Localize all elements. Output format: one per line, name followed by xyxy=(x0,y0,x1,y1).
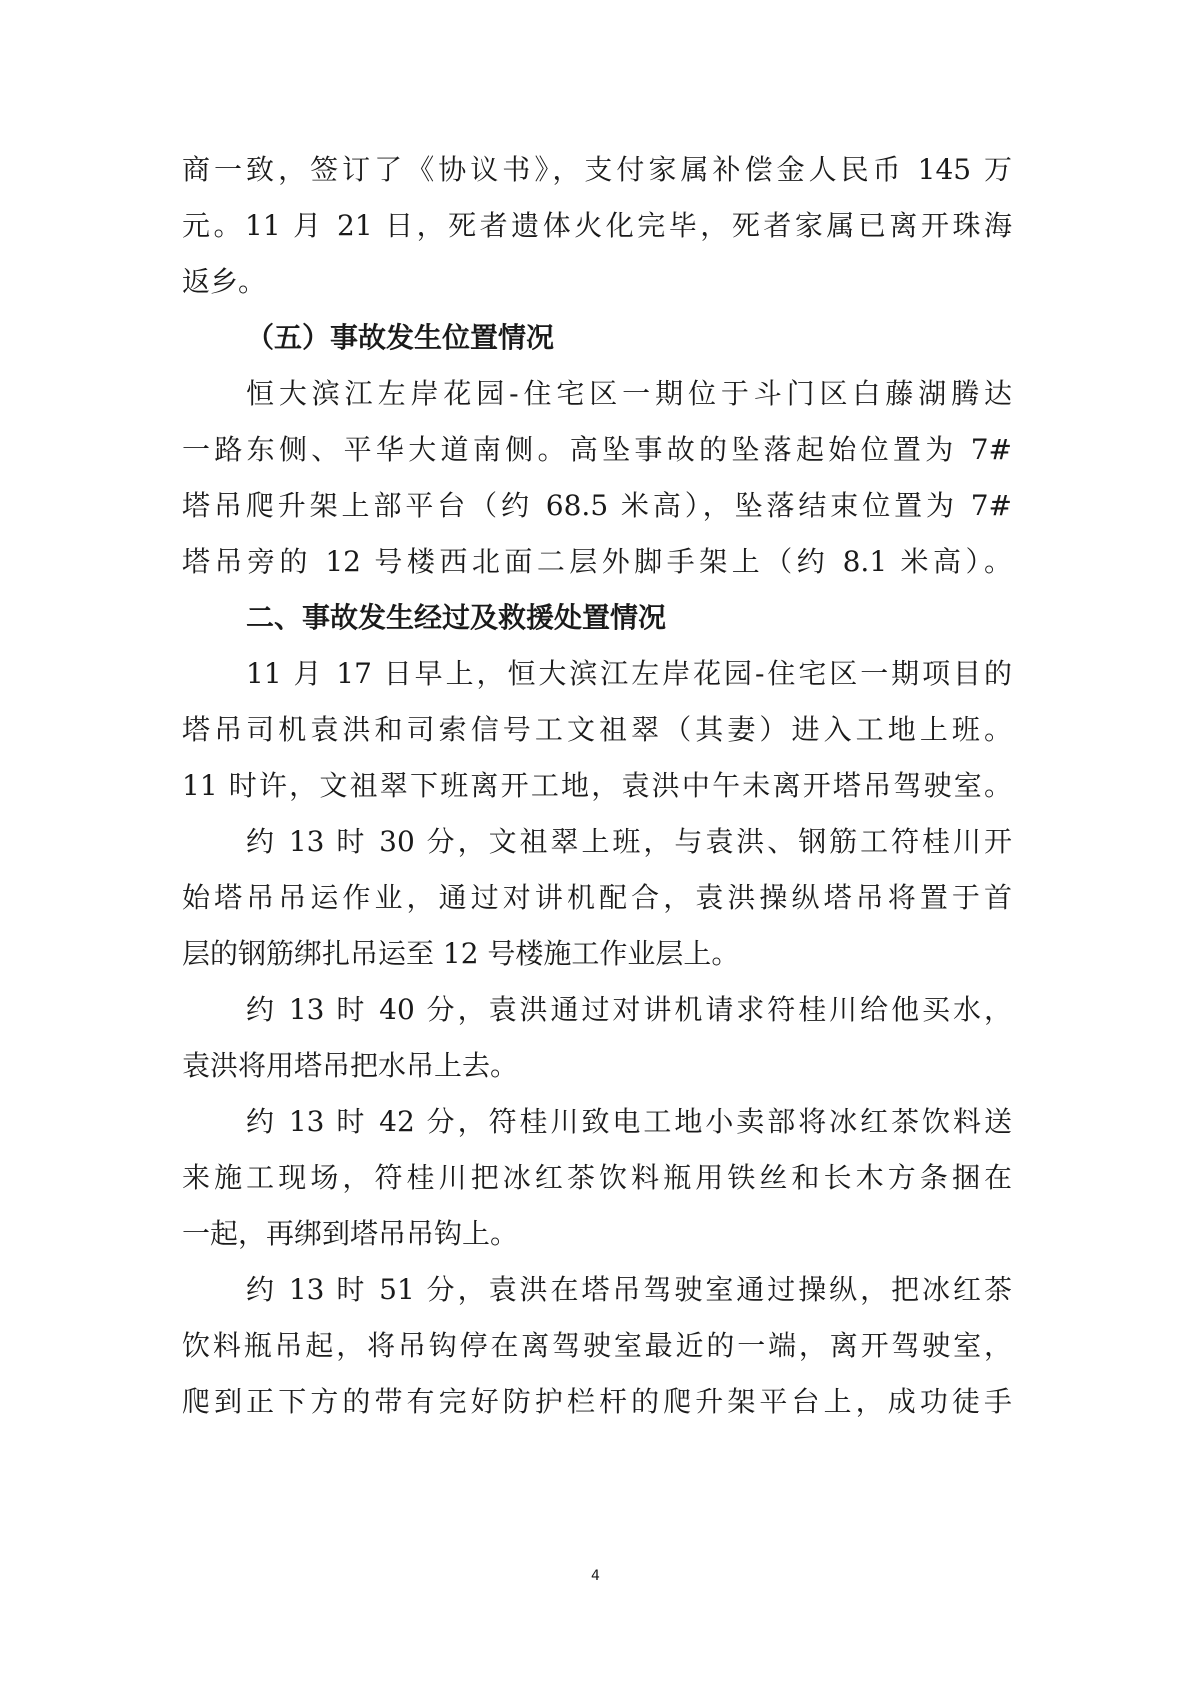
body-line: 饮料瓶吊起，将吊钩停在离驾驶室最近的一端，离开驾驶室， xyxy=(182,1329,1012,1362)
body-line: 塔吊旁的 12 号楼西北面二层外脚手架上（约 8.1 米高）。 xyxy=(182,545,1012,578)
body-line: 恒大滨江左岸花园-住宅区一期位于斗门区白藤湖腾达 xyxy=(246,377,1012,410)
body-line: 爬到正下方的带有完好防护栏杆的爬升架平台上，成功徒手 xyxy=(182,1385,1012,1418)
body-line: 约 13 时 40 分，袁洪通过对讲机请求符桂川给他买水， xyxy=(246,993,1012,1026)
body-line: 返乡。 xyxy=(182,265,267,298)
body-line: 元。11 月 21 日，死者遗体火化完毕，死者家属已离开珠海 xyxy=(182,209,1012,242)
body-line: 约 13 时 30 分，文祖翠上班，与袁洪、钢筋工符桂川开 xyxy=(246,825,1012,858)
page-number: 4 xyxy=(591,1568,600,1584)
body-line: 约 13 时 42 分，符桂川致电工地小卖部将冰红茶饮料送 xyxy=(246,1105,1012,1138)
body-line: 塔吊爬升架上部平台（约 68.5 米高），坠落结束位置为 7# xyxy=(182,489,1012,522)
body-line: 一起，再绑到塔吊吊钩上。 xyxy=(182,1217,519,1250)
body-line: 一路东侧、平华大道南侧。高坠事故的坠落起始位置为 7# xyxy=(182,433,1012,466)
body-line: 来施工现场，符桂川把冰红茶饮料瓶用铁丝和长木方条捆在 xyxy=(182,1161,1012,1194)
body-line: 袁洪将用塔吊把水吊上去。 xyxy=(182,1049,519,1082)
body-line: 11 时许，文祖翠下班离开工地，袁洪中午未离开塔吊驾驶室。 xyxy=(182,769,1012,802)
body-line: 商一致，签订了《协议书》，支付家属补偿金人民币 145 万 xyxy=(182,153,1012,186)
body-line: 约 13 时 51 分，袁洪在塔吊驾驶室通过操纵，把冰红茶 xyxy=(246,1273,1012,1306)
body-line: 11 月 17 日早上，恒大滨江左岸花园-住宅区一期项目的 xyxy=(246,657,1012,690)
section-heading: （五）事故发生位置情况 xyxy=(246,321,555,354)
chapter-heading: 二、事故发生经过及救援处置情况 xyxy=(246,601,667,634)
body-line: 层的钢筋绑扎吊运至 12 号楼施工作业层上。 xyxy=(182,937,740,970)
body-line: 始塔吊吊运作业，通过对讲机配合，袁洪操纵塔吊将置于首 xyxy=(182,881,1012,914)
body-line: 塔吊司机袁洪和司索信号工文祖翠（其妻）进入工地上班。 xyxy=(182,713,1012,746)
